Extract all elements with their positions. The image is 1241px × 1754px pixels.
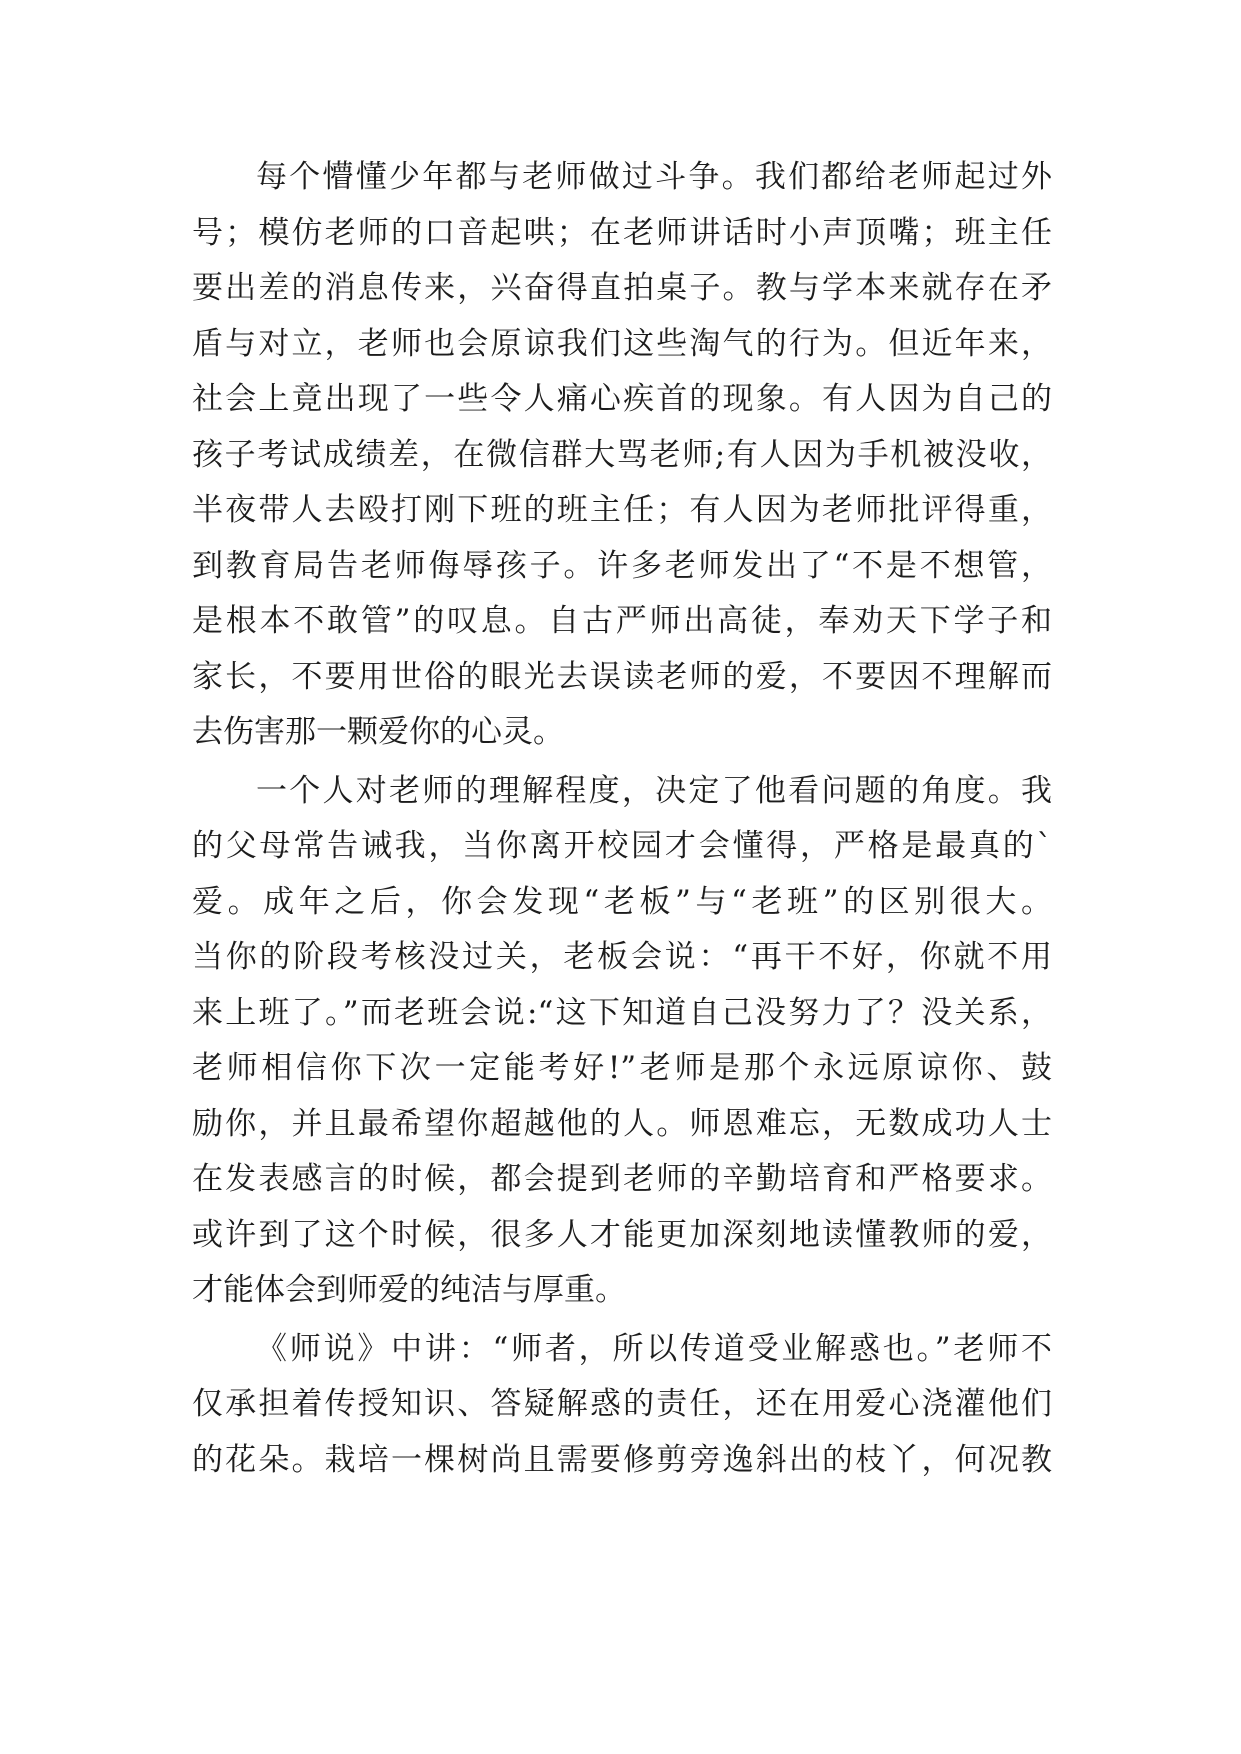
document-body — [192, 150, 1052, 1488]
text-line: 半夜带人去殴打刚下班的班主任；有人因为老师批评得重， — [192, 492, 1052, 528]
text-line: 当你的阶段考核没过关，老板会说：“再干不好，你就不用 — [192, 939, 1052, 975]
text-line: 才能体会到师爱的纯洁与厚重。 — [192, 1272, 626, 1308]
text-line: 老师相信你下次一定能考好!”老师是那个永远原谅你、鼓 — [192, 1050, 1052, 1086]
text-line: 孩子考试成绩差，在微信群大骂老师;有人因为手机被没收， — [192, 436, 1052, 473]
text-line: 在发表感言的时候，都会提到老师的辛勤培育和严格要求。 — [192, 1161, 1052, 1197]
text-line: 盾与对立，老师也会原谅我们这些淘气的行为。但近年来， — [192, 325, 1052, 362]
text-line: 仅承担着传授知识、答疑解惑的责任，还在用爱心浇灌他们 — [192, 1386, 1052, 1422]
paragraph-2 — [192, 764, 1052, 1319]
paragraph-3 — [192, 1322, 1052, 1489]
text-line: 一个人对老师的理解程度，决定了他看问题的角度。我 — [256, 772, 1052, 809]
text-line: 到教育局告老师侮辱孩子。许多老师发出了“不是不想管， — [192, 547, 1052, 584]
text-line: 去伤害那一颗爱你的心灵。 — [192, 714, 564, 750]
text-line: 励你，并且最希望你超越他的人。师恩难忘，无数成功人士 — [192, 1105, 1052, 1142]
text-line: 每个懵懂少年都与老师做过斗争。我们都给老师起过外 — [256, 159, 1052, 195]
text-line: 的父母常告诫我，当你离开校园才会懂得，严格是最真的` — [192, 828, 1052, 864]
text-line: 是根本不敢管”的叹息。自古严师出高徒，奉劝天下学子和 — [192, 603, 1052, 639]
text-line: 社会上竟出现了一些令人痛心疾首的现象。有人因为自己的 — [192, 381, 1052, 417]
text-line: 来上班了。”而老班会说:“这下知道自己没努力了？没关系， — [192, 994, 1052, 1031]
text-line: 要出差的消息传来，兴奋得直拍桌子。教与学本来就存在矛 — [192, 270, 1052, 306]
text-line: 爱。成年之后，你会发现“老板”与“老班”的区别很大。 — [192, 883, 1052, 920]
paragraph-1 — [192, 150, 1052, 761]
text-line: 或许到了这个时候，很多人才能更加深刻地读懂教师的爱， — [192, 1216, 1052, 1253]
text-line: 《师说》中讲：“师者，所以传道受业解惑也。”老师不 — [256, 1330, 1052, 1367]
text-line: 家长，不要用世俗的眼光去误读老师的爱，不要因不理解而 — [192, 658, 1052, 695]
text-line: 的花朵。栽培一棵树尚且需要修剪旁逸斜出的枝丫，何况教 — [192, 1441, 1052, 1478]
text-line: 号；模仿老师的口音起哄；在老师讲话时小声顶嘴；班主任 — [192, 214, 1052, 251]
